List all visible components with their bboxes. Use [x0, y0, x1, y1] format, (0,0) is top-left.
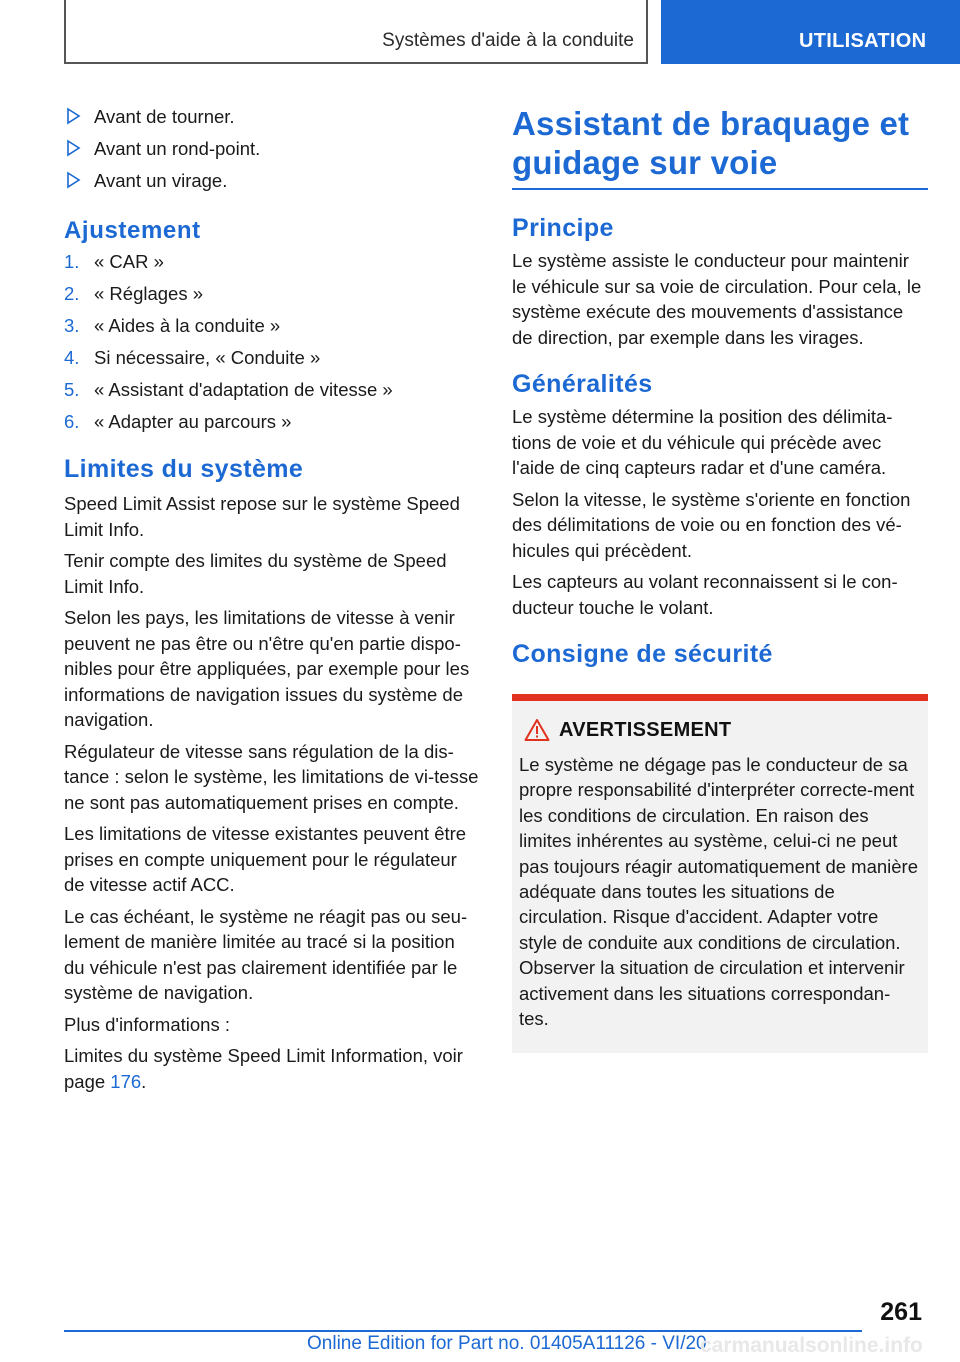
- triangle-bullet-icon: [67, 139, 81, 157]
- main-heading: Assistant de braquage et guidage sur voie: [512, 105, 910, 181]
- adjust-heading: Ajustement: [64, 217, 201, 244]
- triangle-bullet-icon: [67, 171, 81, 189]
- steps-list: [64, 249, 480, 441]
- left-column: [64, 104, 480, 1094]
- principle-heading: Principe: [512, 214, 614, 242]
- cross-reference: Limites du système Speed Limit Information, voir page 176.: [64, 1045, 463, 1092]
- chapter-tab[interactable]: [661, 0, 960, 64]
- footer-rule: [64, 1330, 862, 1332]
- step-item: 1. « CAR »: [64, 251, 164, 272]
- paragraph: Le système assiste le conducteur pour maintenir le véhicule sur sa voie de circulation. Pour cela, le système exécute des mouvements d'assistance de direction, par exemple dans les virages.: [512, 250, 922, 348]
- page-number: 261: [880, 1298, 922, 1326]
- edition-text: Online Edition for Part no. 01405A11126 - VI/20: [307, 1333, 707, 1354]
- section-title: Systèmes d'aide à la conduite: [382, 30, 634, 51]
- list-item: Avant de tourner.: [64, 104, 480, 136]
- paragraph: Le système détermine la position des délimita-tions de voie et du véhicule qui précède avec l'aide de cinq capteurs radar et d'une caméra.: [512, 406, 893, 478]
- paragraph: Les capteurs au volant reconnaissent si le con-ducteur touche le volant.: [512, 571, 898, 618]
- right-column: [512, 104, 928, 1053]
- paragraph: Le cas échéant, le système ne réagit pas ou seu-lement de manière limitée au tracé si la position du véhicule n'est pas clairement identifiée par le système de navigation.: [64, 905, 468, 1003]
- warning-header: [512, 718, 928, 748]
- bullet-list: [64, 104, 480, 200]
- step-item: 4. Si nécessaire, « Conduite »: [64, 347, 321, 368]
- paragraph: Plus d'informations :: [64, 1013, 230, 1035]
- limits-heading: Limites du système: [64, 455, 304, 483]
- limits-body: [64, 491, 480, 1094]
- step-item: 6. « Adapter au parcours »: [64, 411, 292, 432]
- page-link[interactable]: 176: [110, 1070, 142, 1092]
- warning-box: [512, 694, 928, 1053]
- general-heading: Généralités: [512, 370, 653, 398]
- triangle-bullet-icon: [67, 107, 81, 125]
- paragraph: Régulateur de vitesse sans régulation de la dis-tance : selon le système, les limitations de vi-tesse ne sont pas automatiquement prises en compte.: [64, 740, 479, 813]
- header-section-box: [64, 0, 648, 64]
- paragraph: Speed Limit Assist repose sur le système Speed Limit Info.: [64, 493, 460, 540]
- heading-rule: [512, 188, 928, 190]
- paragraph: Selon les pays, les limitations de vitesse à venir peuvent ne pas être ou n'être qu'en partie dispo-nibles pour être appliquées, par exemple pour les informations de navigation issues du système de navigation.: [64, 607, 470, 730]
- paragraph: Selon la vitesse, le système s'oriente en fonction des délimitations de voie ou en fonction des vé-hicules qui précèdent.: [512, 488, 911, 561]
- safety-heading: Consigne de sécurité: [512, 640, 773, 668]
- step-item: 2. « Réglages »: [64, 283, 204, 304]
- step-item: 5. « Assistant d'adaptation de vitesse »: [64, 379, 393, 400]
- warning-text: Le système ne dégage pas le conducteur de sa propre responsabilité d'interpréter correcte-ment les conditions de circulation. En raison des limites inhérentes au système, celui-ci ne peut pas toujours réagir automatiquement de manière adéquate dans toutes les situations de circulation. Risque d'accident. Adapter votre style de conduite aux conditions de circulation. Observer la situation de circulation et intervenir activement dans les situations correspondan-tes.: [519, 754, 919, 1030]
- warning-triangle-icon: [524, 718, 550, 742]
- paragraph: Les limitations de vitesse existantes peuvent être prises en compte uniquement pour le régulateur de vitesse actif ACC.: [64, 823, 467, 895]
- step-item: 3. « Aides à la conduite »: [64, 315, 281, 336]
- list-item: Avant un rond-point.: [64, 136, 480, 168]
- warning-title: AVERTISSEMENT: [559, 719, 732, 741]
- list-item: Avant un virage.: [64, 168, 480, 200]
- chapter-tab-label: UTILISATION: [799, 30, 927, 52]
- watermark: carmanualsonline.info: [700, 1334, 923, 1357]
- paragraph: Tenir compte des limites du système de Speed Limit Info.: [64, 550, 447, 597]
